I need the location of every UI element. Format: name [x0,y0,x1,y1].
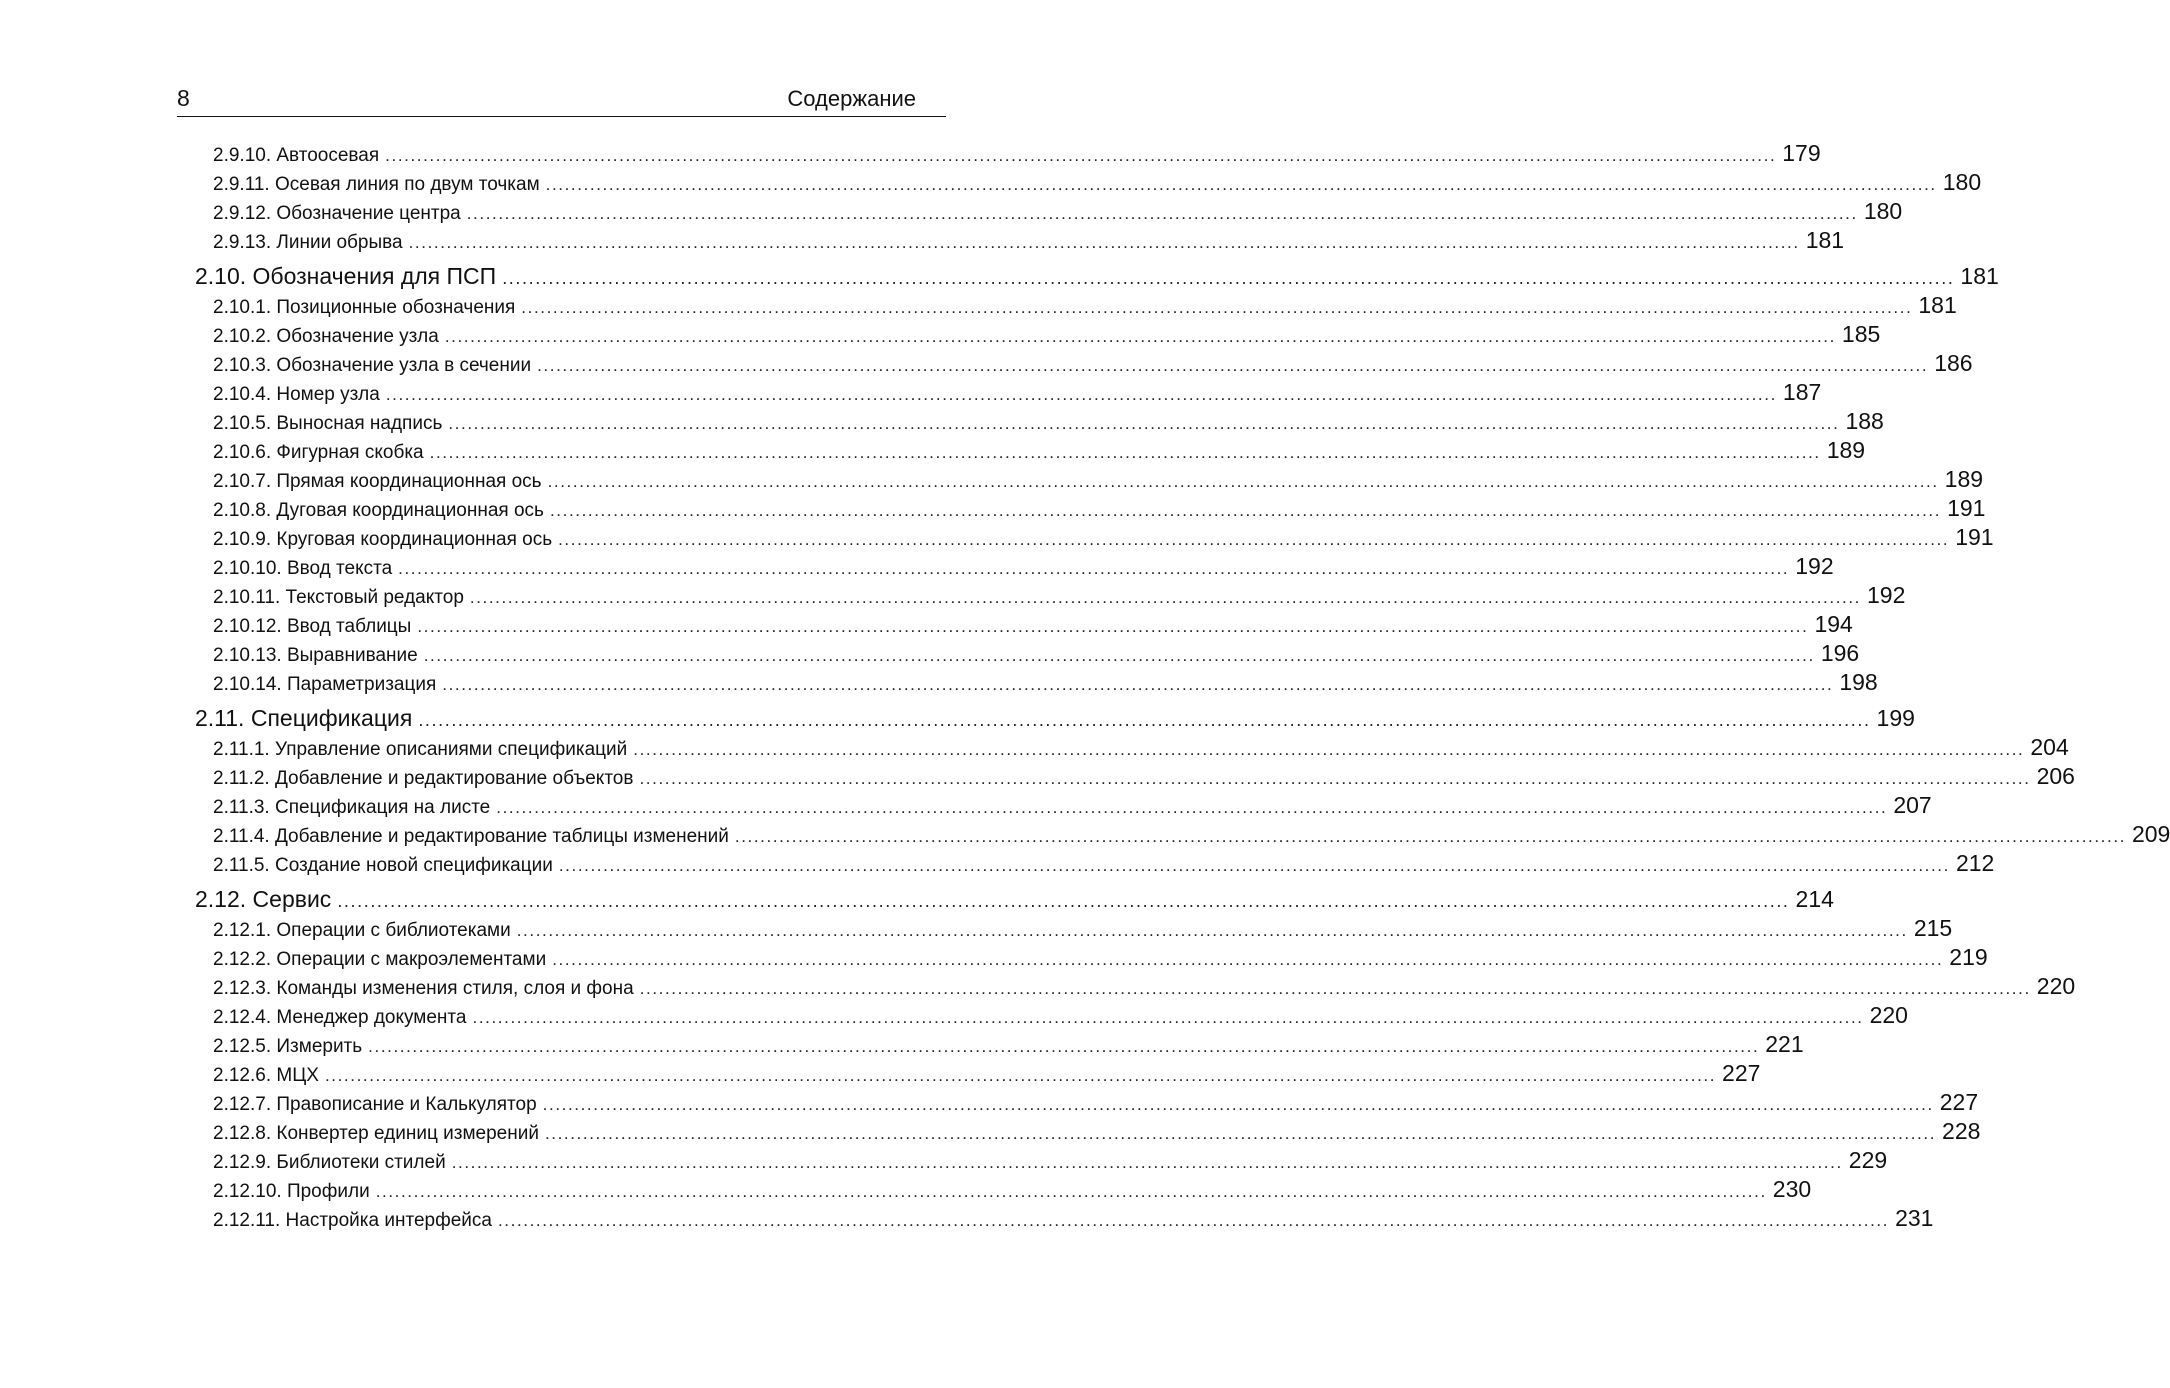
toc-entry-title: 2.10.1. Позиционные обозначения [213,297,516,318]
toc-subsection-entry [0,140,1821,168]
toc-entry-title: 2.10.5. Выносная надпись [213,413,443,434]
toc-dot-leader: ............................................................................................................................................................................................................................ [375,1182,1767,1201]
toc-subsection-entry [0,734,2069,762]
toc-dot-leader: ............................................................................................................................................................................................................................ [544,1124,1937,1143]
toc-entry-title: 2.12.10. Профили [213,1181,370,1202]
toc-subsection-entry [0,915,1953,943]
toc-dot-leader: ............................................................................................................................................................................................................................ [558,530,1950,549]
toc-section-entry [0,262,1999,292]
toc-subsection-entry [0,1031,1804,1059]
toc-dot-leader: ............................................................................................................................................................................................................................ [368,1037,1760,1056]
toc-entry-title: 2.12.6. МЦХ [213,1065,319,1086]
toc-entry-page: 219 [1949,944,1988,970]
toc-entry-title: 2.10.2. Обозначение узла [213,326,439,347]
toc-dot-leader: ............................................................................................................................................................................................................................ [429,443,1821,462]
toc-entry-title: 2.11.3. Спецификация на листе [213,797,491,818]
toc-entry-page: 180 [1863,198,1903,224]
toc-dot-leader: ............................................................................................................................................................................................................................ [472,1008,1864,1027]
toc-subsection-entry [0,1060,1761,1088]
toc-entry-title: 2.12.4. Менеджер документа [213,1007,467,1028]
toc-entry-page: 181 [1805,227,1845,253]
toc-entry-title: 2.12.8. Конвертер единиц измерений [213,1123,539,1144]
toc-entry-page: 227 [1939,1089,1979,1115]
toc-dot-leader: ............................................................................................................................................................................................................................ [469,588,1861,607]
toc-subsection-entry [0,1147,1888,1175]
toc-dot-leader: ............................................................................................................................................................................................................................ [552,950,1944,969]
toc-subsection-entry [0,1176,1812,1204]
toc-subsection-entry [0,1205,1934,1233]
toc-dot-leader: ............................................................................................................................................................................................................................ [423,646,1815,665]
toc-entry-title: 2.10.7. Прямая координационная ось [213,471,542,492]
toc-entry-title: 2.10.10. Ввод текста [213,558,393,579]
toc-entry-title: 2.10.6. Фигурная скобка [213,442,424,463]
toc-dot-leader: ............................................................................................................................................................................................................................ [496,798,1888,817]
toc-subsection-entry [0,669,1878,697]
toc-entry-title: 2.10.12. Ввод таблицы [213,616,412,637]
toc-dot-leader: ............................................................................................................................................................................................................................ [337,891,1790,911]
toc-subsection-entry [0,973,2076,1001]
toc-entry-title: 2.10.14. Параметризация [213,674,437,695]
toc-entry-page: 192 [1866,582,1906,608]
toc-dot-leader: ............................................................................................................................................................................................................................ [385,146,1777,165]
toc-section-entry [0,704,1915,734]
toc-entry-title: 2.10. Обозначения для ПСП [195,263,497,289]
toc-dot-leader: ............................................................................................................................................................................................................................ [521,298,1913,317]
toc-entry-page: 191 [1955,524,1994,550]
toc-entry-page: 186 [1934,350,1973,376]
toc-entry-page: 209 [2131,821,2170,847]
toc-entry-page: 187 [1782,379,1822,405]
toc-subsection-entry [0,640,1860,668]
toc-entry-title: 2.12.7. Правописание и Калькулятор [213,1094,537,1115]
toc-entry-title: 2.11.1. Управление описаниями спецификаций [213,739,628,760]
toc-subsection-entry [0,850,1995,878]
toc-entry-page: 189 [1826,437,1866,463]
toc-subsection-entry [0,944,1988,972]
toc-subsection-entry [0,582,1906,610]
toc-entry-page: 196 [1820,640,1860,666]
toc-entry-title: 2.10.13. Выравнивание [213,645,418,666]
toc-subsection-entry [0,292,1957,320]
toc-subsection-entry [0,611,1853,639]
toc-dot-leader: ............................................................................................................................................................................................................................ [558,856,1950,875]
toc-entry-page: 191 [1947,495,1986,521]
toc-entry-page: 189 [1944,466,1984,492]
toc-entry-title: 2.12.1. Операции с библиотеками [213,920,511,941]
toc-entry-page: 220 [2036,973,2076,999]
toc-entry-page: 206 [2036,763,2075,789]
toc-entry-page: 230 [1772,1176,1812,1202]
running-head-title: Содержание [787,86,916,111]
toc-subsection-entry [0,466,1984,494]
toc-dot-leader: ............................................................................................................................................................................................................................ [417,617,1809,636]
toc-dot-leader: ............................................................................................................................................................................................................................ [734,827,2126,846]
toc-subsection-entry [0,553,1834,581]
toc-entry-page: 194 [1814,611,1853,637]
toc-entry-title: 2.9.12. Обозначение центра [213,203,461,224]
toc-entry-title: 2.9.10. Автоосевая [213,145,380,166]
toc-entry-title: 2.11.2. Добавление и редактирование объектов [213,768,634,789]
toc-dot-leader: ............................................................................................................................................................................................................................ [639,769,2031,788]
toc-entry-page: 181 [1918,292,1957,318]
toc-dot-leader: ............................................................................................................................................................................................................................ [398,559,1790,578]
toc-subsection-entry [0,792,1932,820]
toc-dot-leader: ............................................................................................................................................................................................................................ [537,356,1929,375]
toc-entry-title: 2.10.8. Дуговая координационная ось [213,500,544,521]
toc-dot-leader: ............................................................................................................................................................................................................................ [547,472,1939,491]
toc-entry-page: 221 [1765,1031,1804,1057]
toc-entry-title: 2.12.11. Настройка интерфейса [213,1210,492,1231]
toc-dot-leader: ............................................................................................................................................................................................................................ [466,204,1858,223]
toc-dot-leader: ............................................................................................................................................................................................................................ [442,675,1834,694]
toc-subsection-entry [0,1118,1981,1146]
toc-dot-leader: ............................................................................................................................................................................................................................ [448,414,1840,433]
toc-entry-title: 2.10.11. Текстовый редактор [213,587,464,608]
toc-entry-title: 2.11.4. Добавление и редактирование таблицы изменений [213,826,729,847]
toc-entry-title: 2.10.4. Номер узла [213,384,380,405]
toc-entry-title: 2.11.5. Создание новой спецификации [213,855,553,876]
toc-entry-page: 188 [1845,408,1884,434]
toc-subsection-entry [0,227,1845,255]
toc-entry-page: 227 [1722,1060,1761,1086]
toc-entry-page: 179 [1782,140,1821,166]
toc-dot-leader: ............................................................................................................................................................................................................................ [633,740,2025,759]
toc-subsection-entry [0,763,2075,791]
toc-entry-title: 2.12.2. Операции с макроэлементами [213,949,547,970]
toc-dot-leader: ............................................................................................................................................................................................................................ [516,921,1908,940]
toc-dot-leader: ............................................................................................................................................................................................................................ [545,175,1937,194]
toc-entry-page: 215 [1913,915,1953,941]
toc-dot-leader: ............................................................................................................................................................................................................................ [418,710,1871,730]
toc-subsection-entry [0,495,1986,523]
toc-subsection-entry [0,169,1982,197]
toc-subsection-entry [0,379,1822,407]
toc-entry-title: 2.12. Сервис [195,886,332,912]
toc-dot-leader: ............................................................................................................................................................................................................................ [549,501,1942,520]
toc-entry-title: 2.9.11. Осевая линия по двум точкам [213,174,540,195]
toc-subsection-entry [0,1089,1979,1117]
toc-entry-page: 185 [1841,321,1881,347]
toc-dot-leader: ............................................................................................................................................................................................................................ [451,1153,1843,1172]
toc-dot-leader: ............................................................................................................................................................................................................................ [324,1066,1717,1085]
toc-entry-title: 2.10.3. Обозначение узла в сечении [213,355,532,376]
toc-entry-title: 2.12.3. Команды изменения стиля, слоя и фона [213,978,634,999]
toc-subsection-entry [0,437,1866,465]
toc-dot-leader: ............................................................................................................................................................................................................................ [408,233,1800,252]
toc-section-entry [0,885,1834,915]
toc-entry-page: 198 [1839,669,1878,695]
toc-entry-page: 199 [1876,705,1915,731]
toc-entry-title: 2.12.5. Измерить [213,1036,363,1057]
toc-entry-page: 180 [1942,169,1982,195]
toc-subsection-entry [0,408,1884,436]
toc-entry-title: 2.10.9. Круговая координационная ось [213,529,553,550]
toc-entry-page: 212 [1955,850,1995,876]
toc-subsection-entry [0,1002,1908,1030]
page-number: 8 [177,85,190,111]
toc-dot-leader: ............................................................................................................................................................................................................................ [385,385,1777,404]
toc-entry-page: 192 [1795,553,1834,579]
toc-entry-page: 181 [1960,263,1999,289]
toc-entry-page: 207 [1893,792,1932,818]
toc-entry-page: 231 [1895,1205,1934,1231]
toc-dot-leader: ............................................................................................................................................................................................................................ [502,268,1955,288]
toc-dot-leader: ............................................................................................................................................................................................................................ [497,1211,1890,1230]
toc-subsection-entry [0,321,1881,349]
toc-subsection-entry [0,198,1903,226]
toc-entry-page: 229 [1848,1147,1888,1173]
toc-dot-leader: ............................................................................................................................................................................................................................ [639,979,2031,998]
toc-subsection-entry [0,821,2170,849]
toc-dot-leader: ............................................................................................................................................................................................................................ [542,1095,1934,1114]
toc-subsection-entry [0,350,1973,378]
toc-entry-page: 214 [1795,886,1834,912]
toc-entry-page: 220 [1869,1002,1908,1028]
toc-entry-title: 2.9.13. Линии обрыва [213,232,403,253]
toc-dot-leader: ............................................................................................................................................................................................................................ [444,327,1836,346]
toc-entry-title: 2.11. Спецификация [195,705,413,731]
toc-entry-page: 228 [1942,1118,1981,1144]
toc-entry-page: 204 [2030,734,2069,760]
toc-subsection-entry [0,524,1994,552]
toc-entry-title: 2.12.9. Библиотеки стилей [213,1152,446,1173]
